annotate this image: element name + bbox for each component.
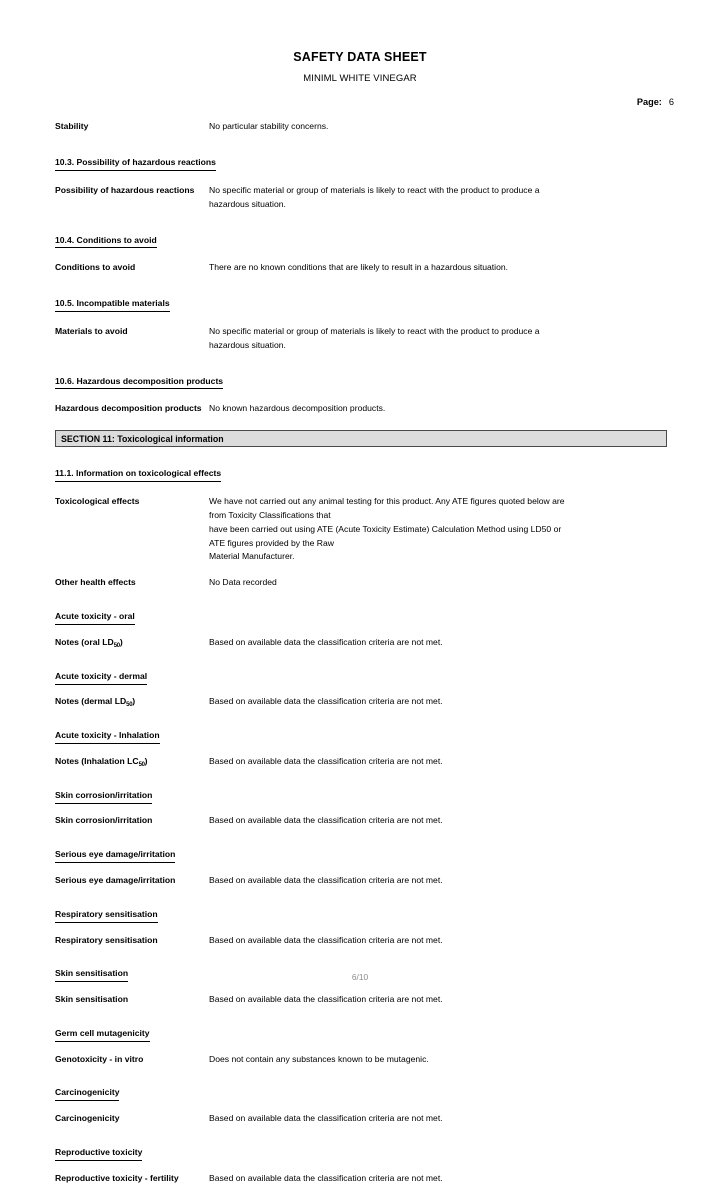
row-label-other-health-effects: Other health effects (55, 577, 136, 588)
value-line-5: Material Manufacturer. (209, 551, 295, 562)
heading-10-4-wrap (55, 226, 667, 252)
row-stability (55, 120, 667, 134)
row-value-carcinogenicity: Based on available data the classification criteria are not met. (209, 1113, 443, 1124)
page-title: SAFETY DATA SHEET (293, 50, 427, 64)
heading-acute-toxicity-oral-wrap (55, 602, 667, 628)
row-value-toxicological-effects (209, 495, 667, 565)
row-value-possibility (209, 184, 667, 212)
heading-acute-toxicity-inhalation-wrap (55, 721, 667, 747)
row-value-skin-sensitisation: Based on available data the classification criteria are not met. (209, 994, 443, 1005)
value-line-1: No specific material or group of materials is likely to react with the product to produce a (209, 325, 540, 336)
row-label-stability: Stability (55, 121, 89, 132)
heading-10-5: 10.5. Incompatible materials (55, 297, 170, 312)
heading-acute-toxicity-oral: Acute toxicity - oral (55, 610, 135, 625)
label-line-2: reactions (156, 184, 195, 195)
row-label-acute-toxicity-oral (55, 636, 209, 650)
heading-10-6-wrap (55, 367, 667, 393)
footer-page-of: 6/10 (351, 972, 369, 982)
label-text: Reproductive toxicity - fertility (55, 1172, 179, 1183)
row-label-respiratory-sensitisation (55, 934, 209, 948)
row-serious-eye-damage-irritation (55, 874, 667, 888)
row-value-other-health-effects: No Data recorded (209, 577, 277, 588)
row-value-respiratory-sensitisation: Based on available data the classification criteria are not met. (209, 934, 443, 945)
label-text: Notes (Inhalation LC (55, 755, 139, 766)
row-conditions-to-avoid (55, 261, 667, 275)
heading-10-3-wrap (55, 148, 667, 174)
row-value-conditions: There are no known conditions that are likely to result in a hazardous situation. (209, 262, 509, 273)
row-other-health-effects (55, 576, 667, 590)
heading-carcinogenicity-wrap (55, 1078, 667, 1104)
row-label-acute-toxicity-inhalation (55, 755, 209, 769)
row-label-acute-toxicity-dermal (55, 695, 209, 709)
row-value-materials (209, 325, 667, 353)
heading-acute-toxicity-inhalation: Acute toxicity - Inhalation (55, 729, 160, 744)
page-number-label: Page: (636, 97, 662, 108)
row-reproductive-toxicity (55, 1172, 667, 1186)
heading-germ-cell-mutagenicity-wrap (55, 1019, 667, 1045)
label-text: Skin sensitisation (55, 994, 129, 1005)
heading-serious-eye-damage-irritation-wrap (55, 840, 667, 866)
label-text-post: ) (132, 696, 136, 707)
document-body (0, 120, 720, 1197)
row-toxicological-effects (55, 495, 667, 565)
label-text: Carcinogenicity (55, 1113, 120, 1124)
row-label-germ-cell-mutagenicity (55, 1053, 209, 1067)
value-line-2: hazardous situation. (209, 198, 286, 209)
page-number-value: 6 (668, 97, 674, 108)
row-value-decomposition: No known hazardous decomposition products. (209, 403, 386, 414)
label-text: Skin corrosion/irritation (55, 815, 153, 826)
heading-10-3: 10.3. Possibility of hazardous reactions (55, 156, 216, 171)
label-text: Genotoxicity - in vitro (55, 1053, 144, 1064)
heading-carcinogenicity: Carcinogenicity (55, 1086, 119, 1101)
row-materials-to-avoid (55, 325, 667, 353)
row-label-conditions: Conditions to avoid (55, 262, 136, 273)
label-line-1: Possibility of hazardous (55, 184, 154, 195)
heading-11-1-wrap (55, 459, 667, 485)
label-text: Notes (dermal LD (55, 696, 127, 707)
row-germ-cell-mutagenicity (55, 1053, 667, 1067)
heading-respiratory-sensitisation-wrap (55, 900, 667, 926)
heading-serious-eye-damage-irritation: Serious eye damage/irritation (55, 848, 175, 863)
heading-10-4: 10.4. Conditions to avoid (55, 234, 157, 249)
label-text-post: ) (119, 636, 123, 647)
row-value-acute-toxicity-oral: Based on available data the classification criteria are not met. (209, 636, 443, 647)
row-skin-corrosion-irritation (55, 814, 667, 828)
row-label-materials: Materials to avoid (55, 325, 128, 336)
heading-acute-toxicity-dermal-wrap (55, 662, 667, 688)
page-number-indicator (0, 97, 720, 107)
row-label-skin-sensitisation (55, 993, 209, 1007)
label-text: Respiratory sensitisation (55, 934, 158, 945)
heading-skin-corrosion-irritation: Skin corrosion/irritation (55, 789, 152, 804)
row-value-germ-cell-mutagenicity: Does not contain any substances known to be mutagenic. (209, 1053, 429, 1064)
row-respiratory-sensitisation (55, 934, 667, 948)
row-label-decomposition (55, 402, 209, 416)
row-skin-sensitisation (55, 993, 667, 1007)
row-carcinogenicity (55, 1112, 667, 1126)
label-text-post: ) (144, 755, 148, 766)
row-acute-toxicity-oral (55, 636, 667, 650)
row-label-reproductive-toxicity (55, 1172, 209, 1186)
row-label-possibility (55, 184, 209, 198)
label-subscript: 50 (126, 702, 133, 709)
row-label-carcinogenicity (55, 1112, 209, 1126)
heading-reproductive-toxicity-wrap (55, 1138, 667, 1164)
label-text: Notes (oral LD (55, 636, 114, 647)
heading-germ-cell-mutagenicity: Germ cell mutagenicity (55, 1027, 150, 1042)
label-line-2: products (164, 403, 202, 414)
value-line-4: ATE figures provided by the Raw (209, 537, 334, 548)
row-label-toxicological-effects: Toxicological effects (55, 495, 140, 506)
value-line-2: from Toxicity Classifications that (209, 509, 331, 520)
product-name: MINIML WHITE VINEGAR (303, 73, 417, 85)
heading-10-6: 10.6. Hazardous decomposition products (55, 375, 223, 390)
label-line-1: Hazardous decomposition (55, 403, 163, 414)
heading-skin-sensitisation: Skin sensitisation (55, 967, 128, 982)
row-value-serious-eye-damage-irritation: Based on available data the classification criteria are not met. (209, 874, 443, 885)
document-header (0, 0, 720, 84)
heading-10-5-wrap (55, 289, 667, 315)
heading-reproductive-toxicity: Reproductive toxicity (55, 1146, 142, 1161)
label-subscript: 50 (138, 761, 145, 768)
row-value-skin-corrosion-irritation: Based on available data the classification criteria are not met. (209, 815, 443, 826)
row-value-reproductive-toxicity: Based on available data the classification criteria are not met. (209, 1172, 443, 1183)
row-acute-toxicity-inhalation (55, 755, 667, 769)
heading-acute-toxicity-dermal: Acute toxicity - dermal (55, 670, 147, 685)
row-value-acute-toxicity-dermal: Based on available data the classification criteria are not met. (209, 696, 443, 707)
section-11-title: SECTION 11: Toxicological information (61, 433, 224, 444)
heading-skin-corrosion-irritation-wrap (55, 781, 667, 807)
value-line-3: have been carried out using ATE (Acute Toxicity Estimate) Calculation Method using LD50 or (209, 523, 562, 534)
row-hazardous-decomposition (55, 402, 667, 416)
value-line-2: hazardous situation. (209, 339, 286, 350)
toxicity-blocks (55, 602, 667, 1197)
label-text: Serious eye damage/irritation (55, 874, 176, 885)
heading-respiratory-sensitisation: Respiratory sensitisation (55, 908, 158, 923)
row-label-serious-eye-damage-irritation (55, 874, 209, 888)
label-subscript: 50 (113, 642, 120, 649)
row-label-skin-corrosion-irritation (55, 814, 209, 828)
page-footer (0, 972, 720, 982)
row-acute-toxicity-dermal (55, 695, 667, 709)
row-value-stability: No particular stability concerns. (209, 121, 329, 132)
row-value-acute-toxicity-inhalation: Based on available data the classification criteria are not met. (209, 755, 443, 766)
value-line-1: We have not carried out any animal testing for this product. Any ATE figures quoted below are (209, 495, 565, 506)
row-possibility-hazardous-reactions (55, 184, 667, 212)
heading-11-1: 11.1. Information on toxicological effects (55, 467, 221, 482)
value-line-1: No specific material or group of materials is likely to react with the product to produce a (209, 184, 540, 195)
section-11-header-bar (55, 430, 667, 447)
